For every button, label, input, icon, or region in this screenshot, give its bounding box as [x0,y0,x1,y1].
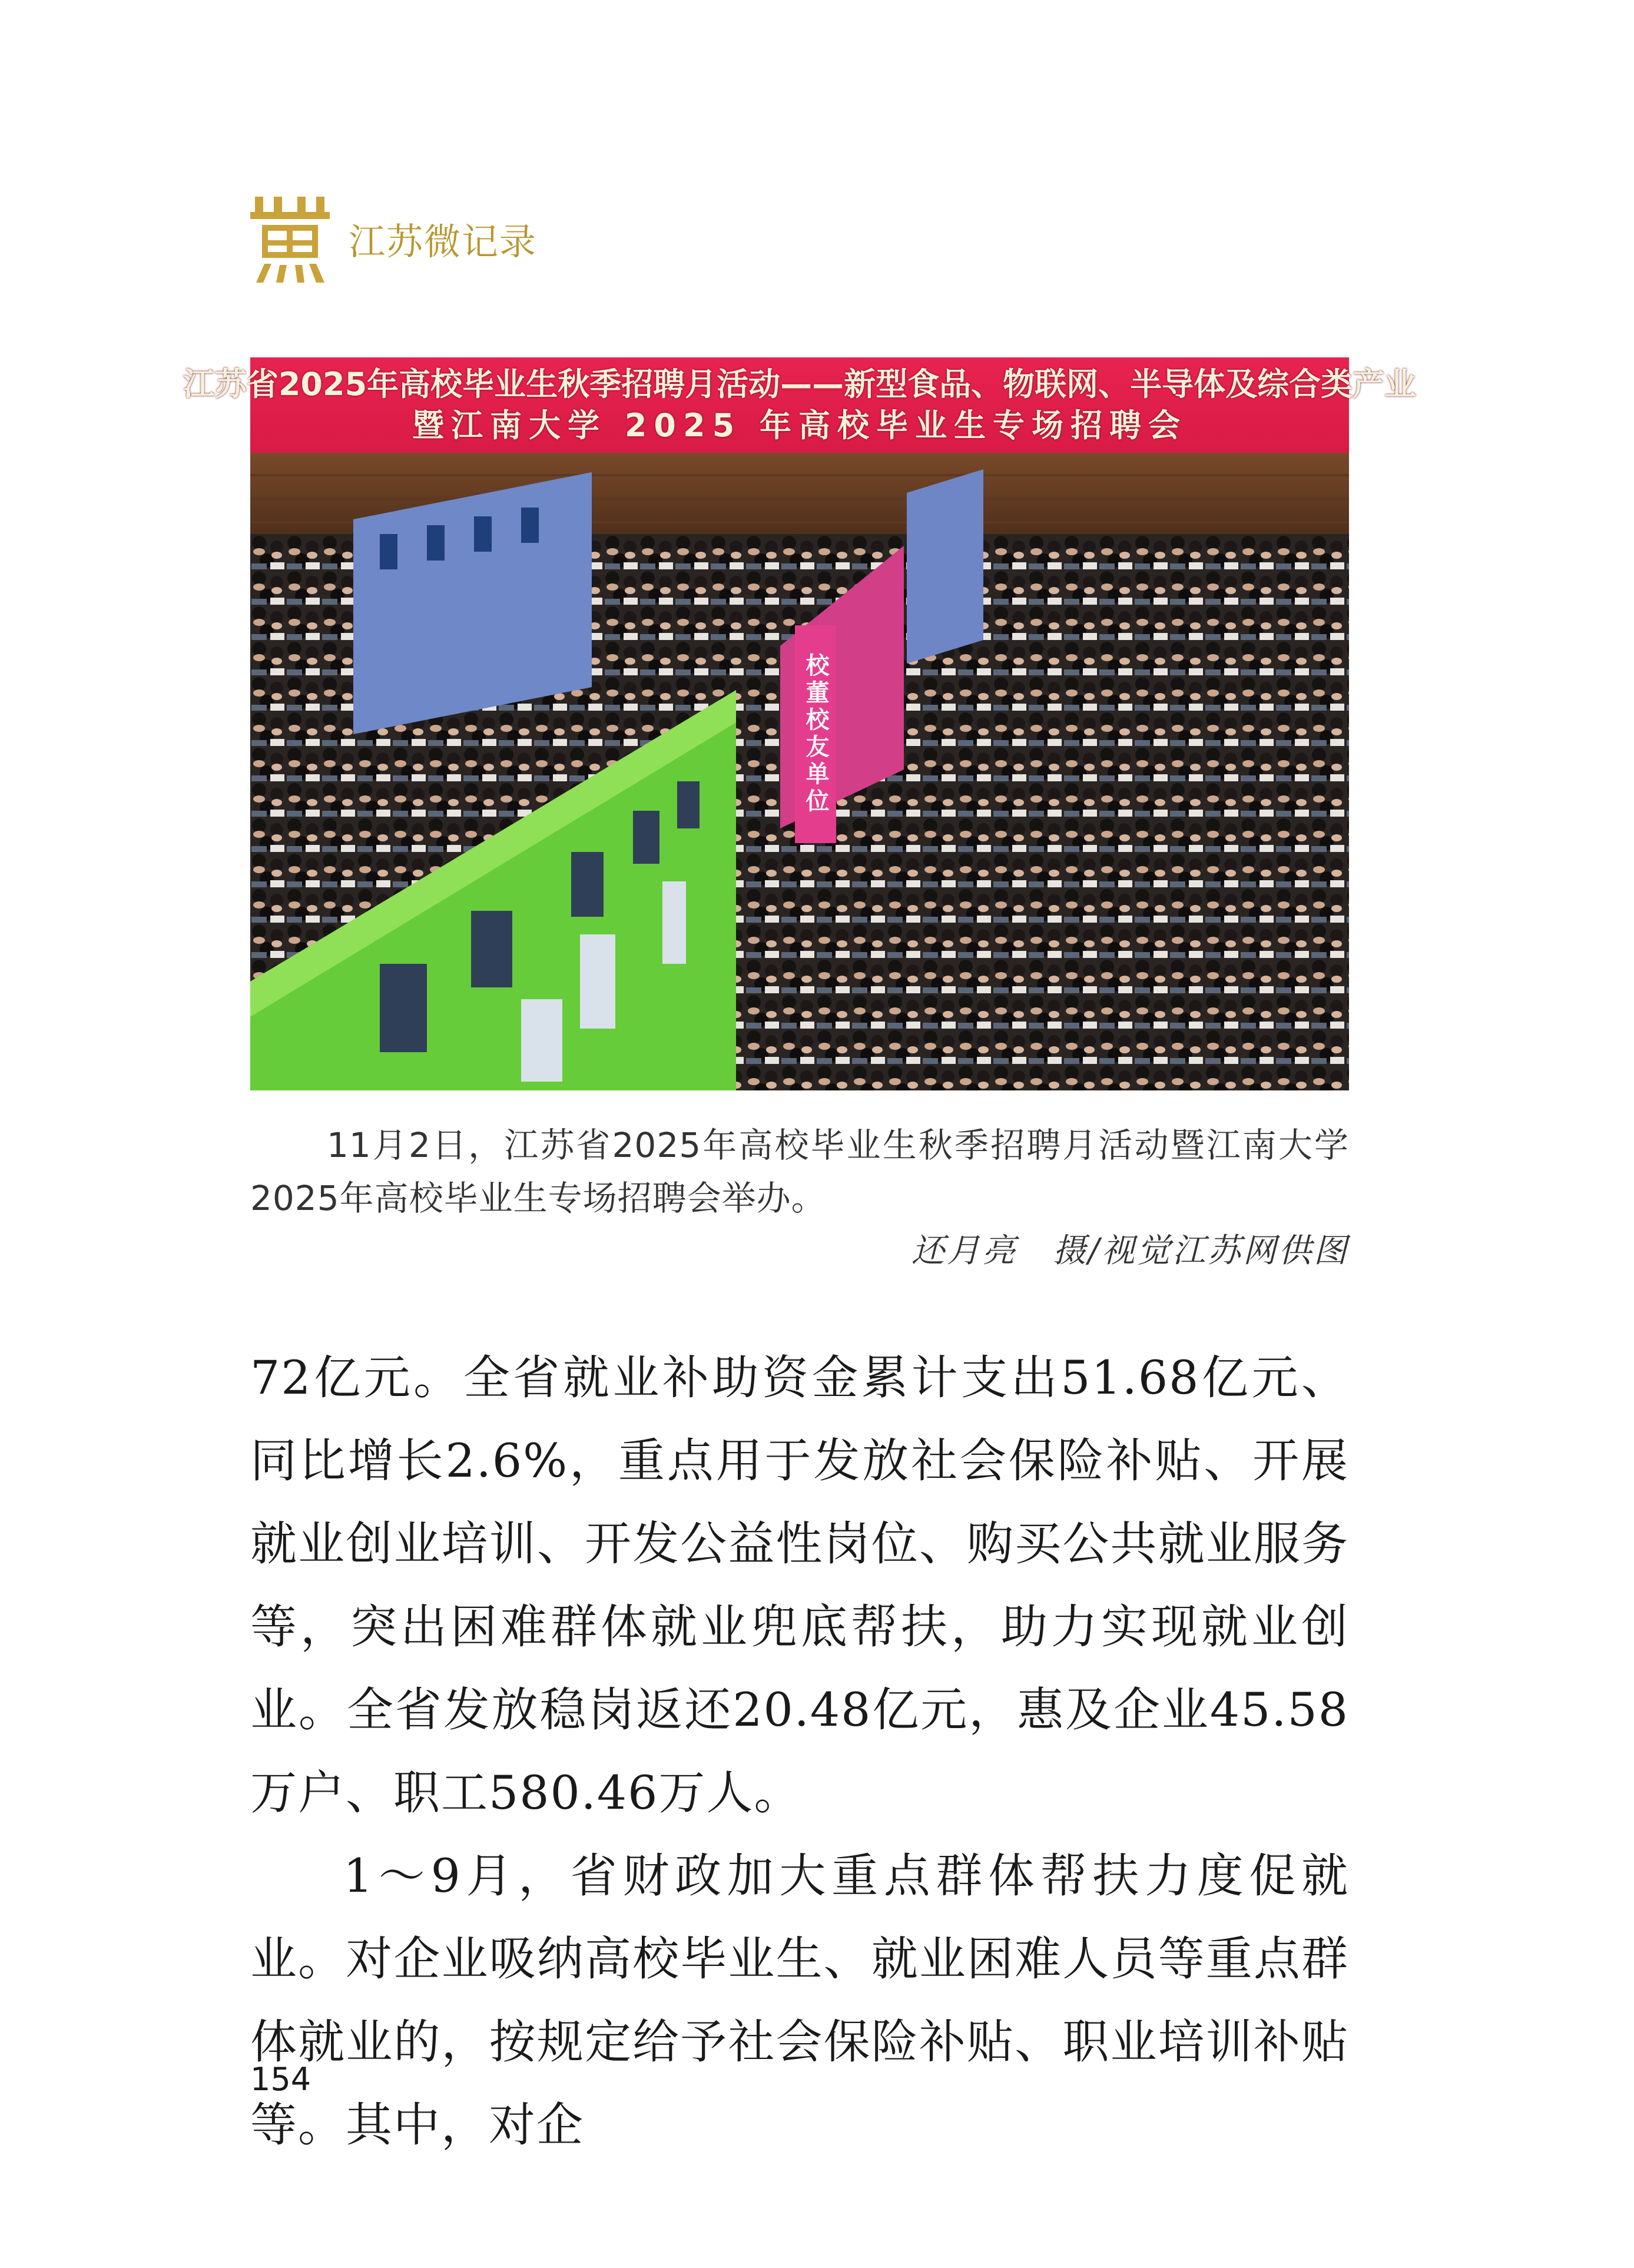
article-body [250,1337,1349,2167]
yan-seal-logo-icon [250,194,330,283]
page-header [250,194,537,283]
page-number: 154 [250,2061,311,2098]
paragraph-2: 1～9月，省财政加大重点群体帮扶力度促就业。对企业吸纳高校毕业生、就业困难人员等重点群体就业的，按规定给予社会保险补贴、职业培训补贴等。其中，对企 [250,1849,1349,2152]
banner-line-2: 暨江南大学 2025 年高校毕业生专场招聘会 [412,407,1187,444]
job-fair-photo [183,357,1417,1090]
section-title: 江苏微记录 [349,220,538,263]
paragraph-1: 72亿元。全省就业补助资金累计支出51.68亿元、同比增长2.6%，重点用于发放社会保险补贴、开展就业创业培训、开发公益性岗位、购买公共就业服务等，突出困难群体就业兜底帮扶，助力实现就业创业。全省发放稳岗返还20.48亿元，惠及企业45.58万户、职工580.46万人。 [250,1351,1349,1820]
caption-text: 11月2日，江苏省2025年高校毕业生秋季招聘月活动暨江南大学2025年高校毕业生专场招聘会举办。 [250,1125,1349,1218]
photo-caption [250,1119,1349,1278]
photo-credit: 还月亮 摄/视觉江苏网供图 [912,1232,1349,1270]
alumni-sign: 校董校友单位 [795,625,836,843]
fair-banner [183,357,1417,453]
banner-line-1: 江苏省2025年高校毕业生秋季招聘月活动——新型食品、物联网、半导体及综合类产业 [183,366,1417,403]
